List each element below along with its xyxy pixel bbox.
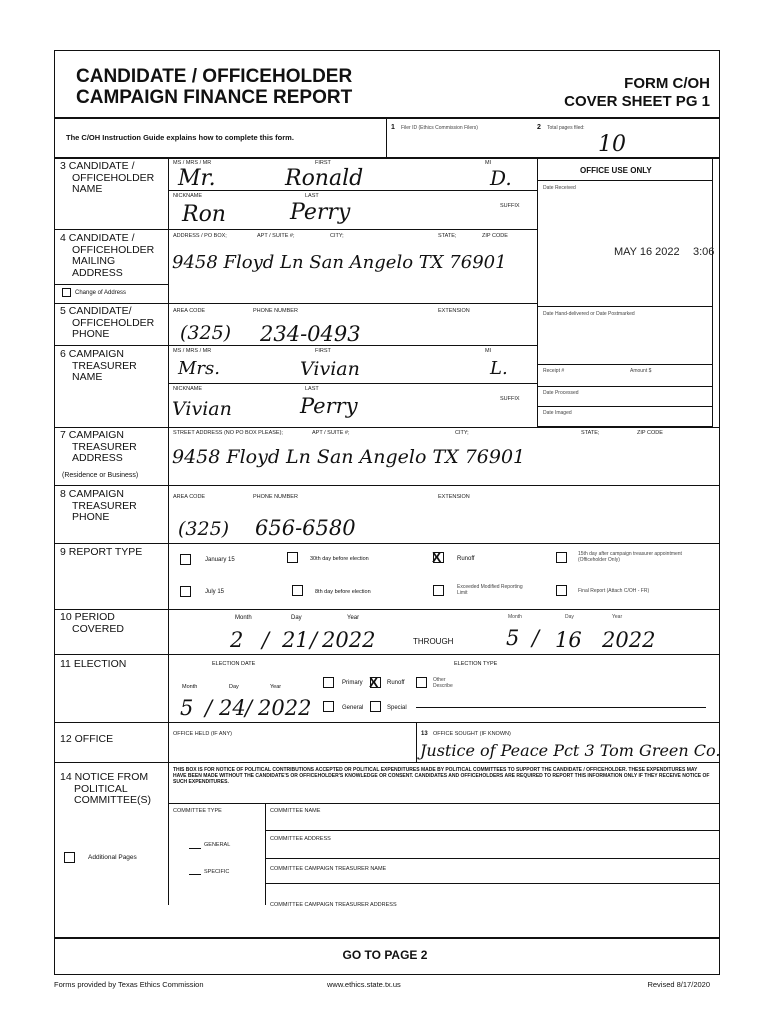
label-treasurer-last: LAST [305, 386, 319, 392]
treasurer-nickname[interactable]: Vivian [172, 398, 232, 420]
label-nickname: NICKNAME [173, 193, 203, 199]
candidate-last-name[interactable]: Perry [290, 200, 351, 225]
period-from-month[interactable]: 2 [230, 628, 244, 652]
label-treasurer-city: CITY; [455, 430, 469, 436]
report-30th-day-label: 30th day before election [310, 556, 369, 562]
date-slash: / [245, 696, 253, 720]
treasurer-prefix[interactable]: Mrs. [178, 358, 220, 379]
section-5-label: 5 CANDIDATE/ OFFICEHOLDER PHONE [60, 305, 155, 340]
label-treasurer-nickname: NICKNAME [173, 386, 203, 392]
label-phone-number: PHONE NUMBER [253, 308, 298, 314]
label-mi: MI [485, 160, 492, 166]
period-from-day-label: Day [291, 615, 302, 621]
election-type-label: ELECTION TYPE [454, 661, 498, 667]
report-15th-day-label: 15th day after campaign treasurer appointment (Officeholder Only) [578, 551, 682, 563]
label-treasurer-extension: EXTENSION [438, 494, 470, 500]
committee-treasurer-address-label: COMMITTEE CAMPAIGN TREASURER ADDRESS [270, 902, 397, 908]
committee-treasurer-name-label: COMMITTEE CAMPAIGN TREASURER NAME [270, 866, 387, 872]
period-to-year-label: Year [612, 614, 623, 620]
report-final-label: Final Report (Attach C/OH - FR) [578, 588, 650, 594]
footer-website[interactable]: www.ethics.state.tx.us [327, 980, 401, 989]
candidate-prefix[interactable]: Mr. [178, 166, 216, 191]
period-to-day-label: Day [565, 614, 574, 620]
report-8th-day-label: 8th day before election [315, 589, 371, 595]
section-10-label: 10 PERIOD COVERED [60, 611, 124, 635]
candidate-area-code[interactable]: (325) [180, 322, 232, 344]
election-month-label: Month [182, 684, 198, 690]
report-july-15-label: July 15 [205, 589, 225, 595]
candidate-first-name[interactable]: Ronald [285, 166, 364, 191]
election-other-checkbox[interactable] [416, 677, 427, 688]
go-to-page-2: GO TO PAGE 2 [342, 948, 428, 962]
label-treasurer-area-code: AREA CODE [173, 494, 206, 500]
date-slash: / [532, 626, 540, 650]
date-imaged-label: Date Imaged [543, 410, 572, 416]
treasurer-last-name[interactable]: Perry [300, 394, 358, 418]
office-sought-number: 13 [421, 731, 428, 737]
report-january-15-label: January 15 [205, 557, 235, 563]
notice-text: THIS BOX IS FOR NOTICE OF POLITICAL CONTRIBUTIONS ACCEPTED OR POLITICAL EXPENDITURES MADE BY POLITICAL COMMITTEES TO SUPPORT THE CANDIDATE / OFFICEHOLDER. THESE EXPENDITURES MAY HAVE BEEN MADE WITHOUT THE CANDIDATE'S OR OFFICEHOLDER'S KNOWLEDGE OR CONSENT. CANDIDATES AND OFFICEHOLDERS ARE REQUIRED TO REPORT THIS INFORMATION ONLY IF THEY RECEIVE NOTICE OF SUCH EXPENDITURES. [173, 767, 710, 785]
election-date-label: ELECTION DATE [212, 661, 256, 667]
candidate-nickname[interactable]: Ron [182, 202, 226, 227]
section-7-note: (Residence or Business) [62, 472, 139, 479]
filer-id-number: 1 [391, 124, 395, 131]
treasurer-middle-initial[interactable]: L. [490, 358, 508, 379]
footer-revised: Revised 8/17/2020 [647, 980, 710, 989]
committee-specific-label: SPECIFIC [204, 869, 230, 875]
label-treasurer-phone: PHONE NUMBER [253, 494, 298, 500]
election-primary-checkbox[interactable] [323, 677, 334, 688]
period-from-day[interactable]: 21 [282, 628, 309, 652]
committee-general-checkbox[interactable] [189, 840, 201, 849]
period-to-month[interactable]: 5 [506, 626, 520, 650]
candidate-middle-initial[interactable]: D. [490, 166, 512, 190]
report-30th-day-checkbox[interactable] [287, 552, 298, 563]
section-11-label: 11 ELECTION [60, 658, 127, 670]
total-pages-number: 2 [537, 124, 541, 131]
election-primary-label: Primary [342, 680, 363, 686]
office-sought-value[interactable]: Justice of Peace Pct 3 Tom Green Co. [420, 741, 721, 760]
section-14-label: 14 NOTICE FROM POLITICAL COMMITTEE(S) [60, 771, 151, 806]
period-through-label: THROUGH [413, 637, 454, 646]
election-other-label: Other [433, 677, 446, 683]
form-id-line2: COVER SHEET PG 1 [564, 93, 710, 110]
election-month[interactable]: 5 [180, 696, 194, 720]
date-received-stamp: MAY 16 2022 [614, 246, 680, 258]
period-to-year[interactable]: 2022 [602, 628, 656, 652]
form-title-line1: CANDIDATE / OFFICEHOLDER [76, 66, 353, 87]
report-15th-day-checkbox[interactable] [556, 552, 567, 563]
label-treasurer-state: STATE; [581, 430, 600, 436]
election-general-checkbox[interactable] [323, 701, 334, 712]
form-id-line1: FORM C/OH [624, 75, 710, 92]
period-to-month-label: Month [508, 614, 522, 620]
election-special-label: Special [387, 705, 407, 711]
additional-pages-checkbox[interactable] [64, 852, 75, 863]
report-runoff-mark: X [432, 549, 442, 565]
candidate-phone[interactable]: 234-0493 [260, 322, 361, 346]
candidate-mailing-address[interactable]: 9458 Floyd Ln San Angelo TX 76901 [172, 252, 507, 273]
period-from-year-label: Year [347, 615, 360, 621]
election-runoff-label: Runoff [387, 680, 405, 686]
report-runoff-label: Runoff [457, 556, 475, 562]
label-suffix: SUFFIX [500, 203, 520, 209]
label-extension: EXTENSION [438, 308, 470, 314]
amount-label: Amount $ [630, 368, 652, 374]
form-title-line2: CAMPAIGN FINANCE REPORT [76, 87, 353, 108]
label-address: ADDRESS / PO BOX; [173, 233, 227, 239]
report-january-15-checkbox[interactable] [180, 554, 191, 565]
period-from-year[interactable]: 2022 [322, 628, 376, 652]
label-treasurer-first: FIRST [315, 348, 331, 354]
office-sought-label: OFFICE SOUGHT (IF KNOWN) [433, 731, 511, 737]
total-pages-label: Total pages filed: [547, 125, 585, 131]
label-treasurer-suffix: SUFFIX [500, 396, 520, 402]
committee-address-label: COMMITTEE ADDRESS [270, 836, 331, 842]
label-last: LAST [305, 193, 319, 199]
office-use-title: OFFICE USE ONLY [580, 166, 652, 175]
label-treasurer-prefix: MS / MRS / MR [173, 348, 212, 354]
election-day[interactable]: 24 [219, 696, 246, 720]
election-special-checkbox[interactable] [370, 701, 381, 712]
instruction-text: The C/OH Instruction Guide explains how to complete this form. [66, 133, 294, 142]
label-state: STATE; [438, 233, 457, 239]
label-zip: ZIP CODE [482, 233, 508, 239]
change-of-address-checkbox[interactable] [62, 288, 71, 297]
section-7-label: 7 CAMPAIGN TREASURER ADDRESS [60, 429, 137, 464]
stamp-time: 3:06 [693, 246, 715, 258]
report-exceeded-checkbox[interactable] [433, 585, 444, 596]
section-12-label: 12 OFFICE [60, 733, 114, 745]
committee-specific-checkbox[interactable] [189, 866, 201, 875]
date-slash: / [262, 628, 270, 652]
label-apt: APT / SUITE #; [257, 233, 295, 239]
label-area-code: AREA CODE [173, 308, 206, 314]
section-8-label: 8 CAMPAIGN TREASURER PHONE [60, 488, 137, 523]
period-to-day[interactable]: 16 [555, 628, 582, 652]
footer-provided-by: Forms provided by Texas Ethics Commission [54, 980, 204, 989]
date-slash: / [205, 696, 213, 720]
section-3-label: 3 CANDIDATE / OFFICEHOLDER NAME [60, 160, 155, 195]
label-treasurer-zip: ZIP CODE [637, 430, 663, 436]
receipt-label: Receipt # [543, 368, 565, 374]
election-describe-label: Describe [433, 683, 453, 689]
total-pages-value[interactable]: 10 [598, 132, 626, 157]
filer-id-label: Filer ID (Ethics Commission Filers) [401, 125, 478, 131]
committee-name-label: COMMITTEE NAME [270, 808, 321, 814]
label-treasurer-mi: MI [485, 348, 492, 354]
report-8th-day-checkbox[interactable] [292, 585, 303, 596]
label-ms-mrs-mr: MS / MRS / MR [173, 160, 212, 166]
section-9-label: 9 REPORT TYPE [60, 546, 143, 558]
section-6-label: 6 CAMPAIGN TREASURER NAME [60, 348, 137, 383]
treasurer-first-name[interactable]: Vivian [300, 358, 360, 380]
date-processed-label: Date Processed [543, 390, 579, 396]
treasurer-phone[interactable]: 656-6580 [255, 516, 356, 540]
label-treasurer-apt: APT / SUITE #; [312, 430, 350, 436]
label-city: CITY; [330, 233, 344, 239]
date-hand-delivered-label: Date Hand-delivered or Date Postmarked [543, 311, 635, 317]
election-year[interactable]: 2022 [258, 696, 312, 720]
change-of-address-label: Change of Address [75, 290, 127, 296]
treasurer-area-code[interactable]: (325) [178, 518, 230, 540]
date-received-label: Date Received [543, 185, 576, 191]
election-day-label: Day [229, 684, 239, 690]
section-4-label: 4 CANDIDATE / OFFICEHOLDER MAILING ADDRESS [60, 232, 155, 279]
committee-type-label: COMMITTEE TYPE [173, 808, 222, 814]
report-july-15-checkbox[interactable] [180, 586, 191, 597]
treasurer-address[interactable]: 9458 Floyd Ln San Angelo TX 76901 [172, 446, 526, 468]
report-exceeded-label: Exceeded Modified Reporting Limit [457, 584, 523, 596]
report-final-checkbox[interactable] [556, 585, 567, 596]
period-from-month-label: Month [235, 615, 252, 621]
label-first: FIRST [315, 160, 331, 166]
label-street-address: STREET ADDRESS (NO PO BOX PLEASE); [173, 430, 283, 436]
office-held-label: OFFICE HELD (IF ANY) [173, 731, 232, 737]
election-general-label: General [342, 705, 364, 711]
election-runoff-mark: X [369, 674, 379, 690]
additional-pages-label: Additional Pages [88, 854, 137, 861]
committee-general-label: GENERAL [204, 842, 231, 848]
date-slash: / [310, 628, 318, 652]
election-year-label: Year [270, 684, 282, 690]
